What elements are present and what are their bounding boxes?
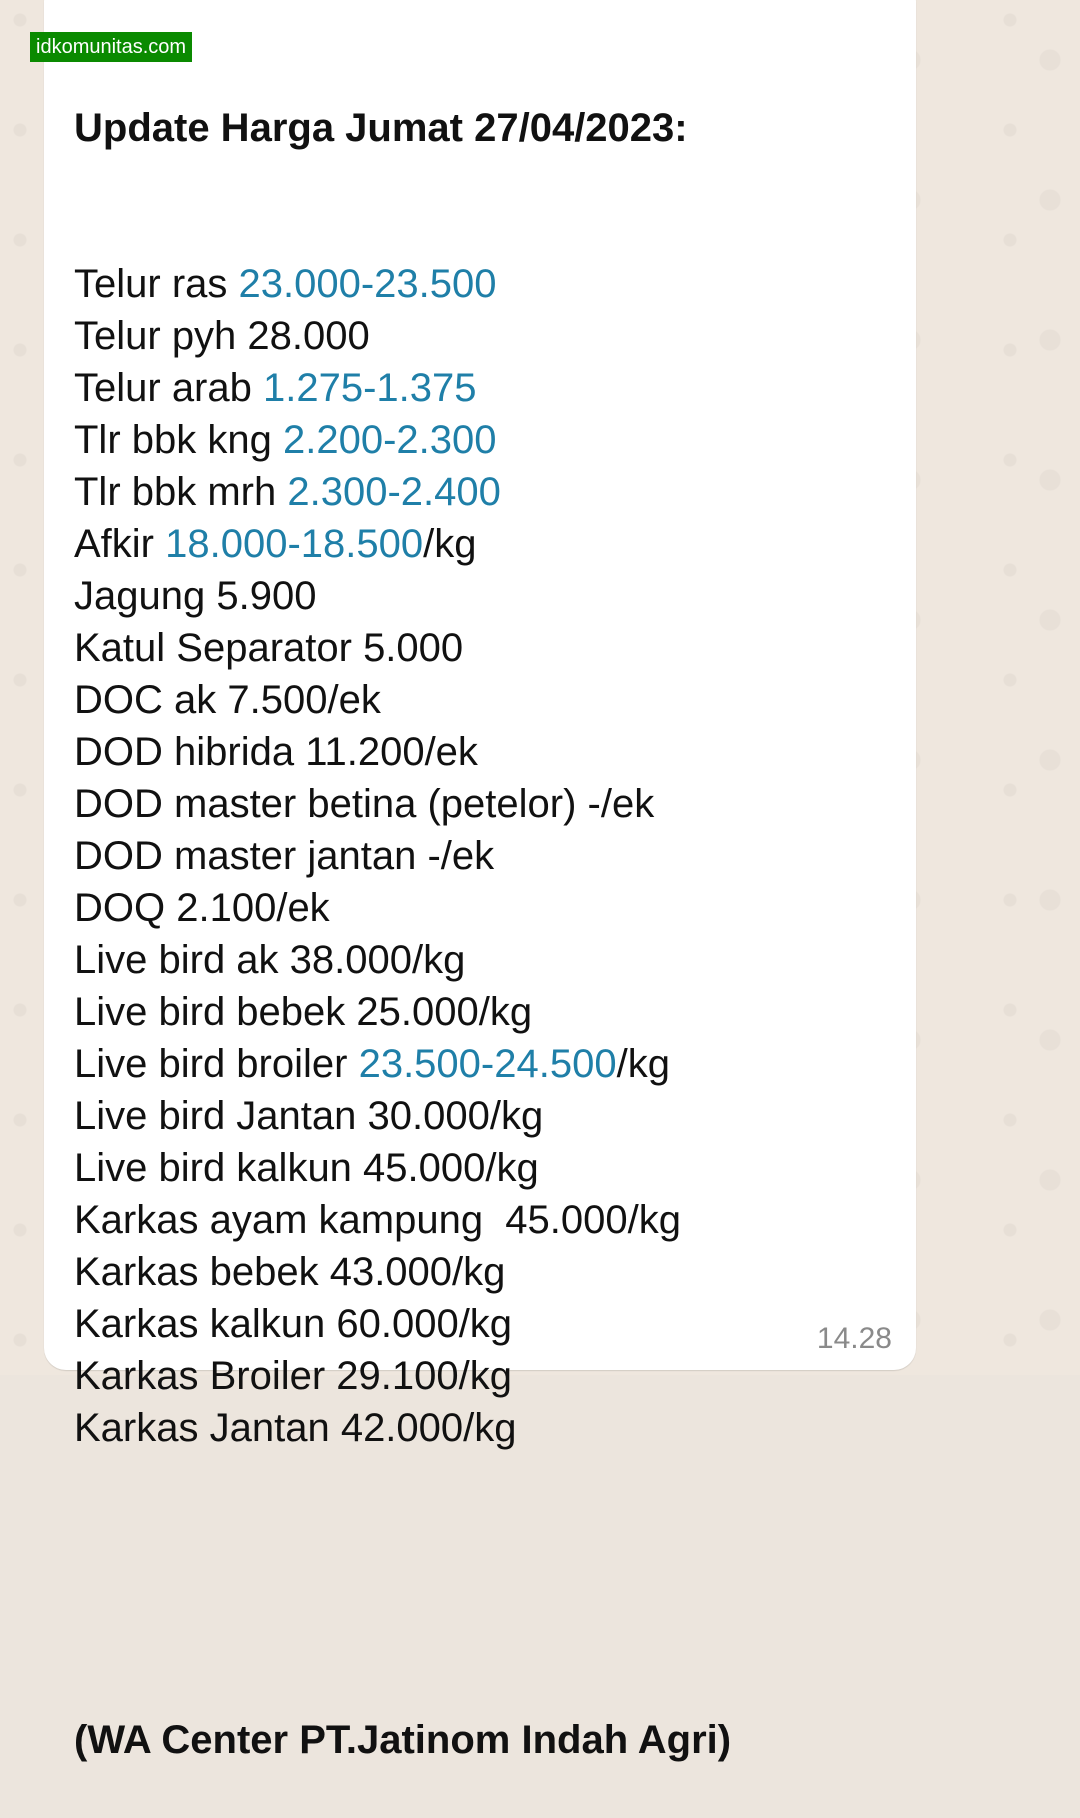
price-line-text: DOC ak 7.500/ek <box>74 678 381 722</box>
price-line <box>74 778 874 830</box>
price-line <box>74 934 874 986</box>
price-line-text: Live bird ak 38.000/kg <box>74 938 466 982</box>
message-time: 14.28 <box>816 1322 892 1355</box>
price-line-text: DOD hibrida 11.200/ek <box>74 730 478 774</box>
price-line <box>74 310 874 362</box>
price-line-text: Katul Separator 5.000 <box>74 626 464 670</box>
price-line <box>74 1038 874 1090</box>
price-line <box>74 518 874 570</box>
price-line-text: Karkas Jantan 42.000/kg <box>74 1406 517 1450</box>
price-line-text: DOQ 2.100/ek <box>74 886 330 930</box>
price-line-text: Telur ras <box>74 262 239 306</box>
price-line <box>74 622 874 674</box>
price-line-text: Karkas Broiler 29.100/kg <box>74 1354 513 1398</box>
price-line-text: Afkir <box>74 522 166 566</box>
blank-line <box>74 1558 874 1610</box>
phone-number-link[interactable]: 2.200-2.300 <box>282 418 497 462</box>
price-line <box>74 1350 874 1402</box>
price-line <box>74 414 874 466</box>
price-line <box>74 1298 874 1350</box>
price-line <box>74 726 874 778</box>
price-line <box>74 1194 874 1246</box>
price-line <box>74 258 874 310</box>
price-line-text: Jagung 5.900 <box>74 574 317 618</box>
price-line-text: Tlr bbk mrh <box>74 470 288 514</box>
price-line-text: Karkas bebek 43.000/kg <box>74 1250 506 1294</box>
price-line <box>74 882 874 934</box>
price-line-text: Live bird broiler <box>74 1042 359 1086</box>
price-line-text: Live bird Jantan 30.000/kg <box>74 1094 544 1138</box>
phone-number-link[interactable]: 23.500-24.500 <box>358 1042 617 1086</box>
price-line-text: Live bird kalkun 45.000/kg <box>74 1146 539 1190</box>
message-footer: (WA Center PT.Jatinom Indah Agri) <box>74 1718 732 1762</box>
price-line-text: Karkas ayam kampung 45.000/kg <box>74 1198 682 1242</box>
price-line <box>74 362 874 414</box>
price-line-unit: /kg <box>423 522 477 566</box>
price-line-text: Telur pyh 28.000 <box>74 314 370 358</box>
price-line-unit: /kg <box>616 1042 670 1086</box>
phone-number-link[interactable]: 2.300-2.400 <box>287 470 501 514</box>
price-line-text: DOD master betina (petelor) -/ek <box>74 782 655 826</box>
price-line-text: Karkas kalkun 60.000/kg <box>74 1302 513 1346</box>
price-line <box>74 674 874 726</box>
price-line <box>74 570 874 622</box>
price-line-text: DOD master jantan -/ek <box>74 834 495 878</box>
message-text <box>74 0 874 1818</box>
phone-number-link[interactable]: 23.000-23.500 <box>238 262 497 306</box>
price-list <box>74 258 874 1454</box>
price-line <box>74 830 874 882</box>
price-line <box>74 986 874 1038</box>
price-line <box>74 466 874 518</box>
phone-number-link[interactable]: 1.275-1.375 <box>262 366 477 410</box>
watermark: idkomunitas.com <box>30 32 192 62</box>
message-title: Update Harga Jumat 27/04/2023: <box>74 106 688 150</box>
price-line-text: Telur arab <box>74 366 263 410</box>
price-line <box>74 1090 874 1142</box>
price-line <box>74 1142 874 1194</box>
price-line-text: Live bird bebek 25.000/kg <box>74 990 533 1034</box>
price-line-text: Tlr bbk kng <box>74 418 283 462</box>
price-line <box>74 1402 874 1454</box>
price-line <box>74 1246 874 1298</box>
phone-number-link[interactable]: 18.000-18.500 <box>165 522 424 566</box>
